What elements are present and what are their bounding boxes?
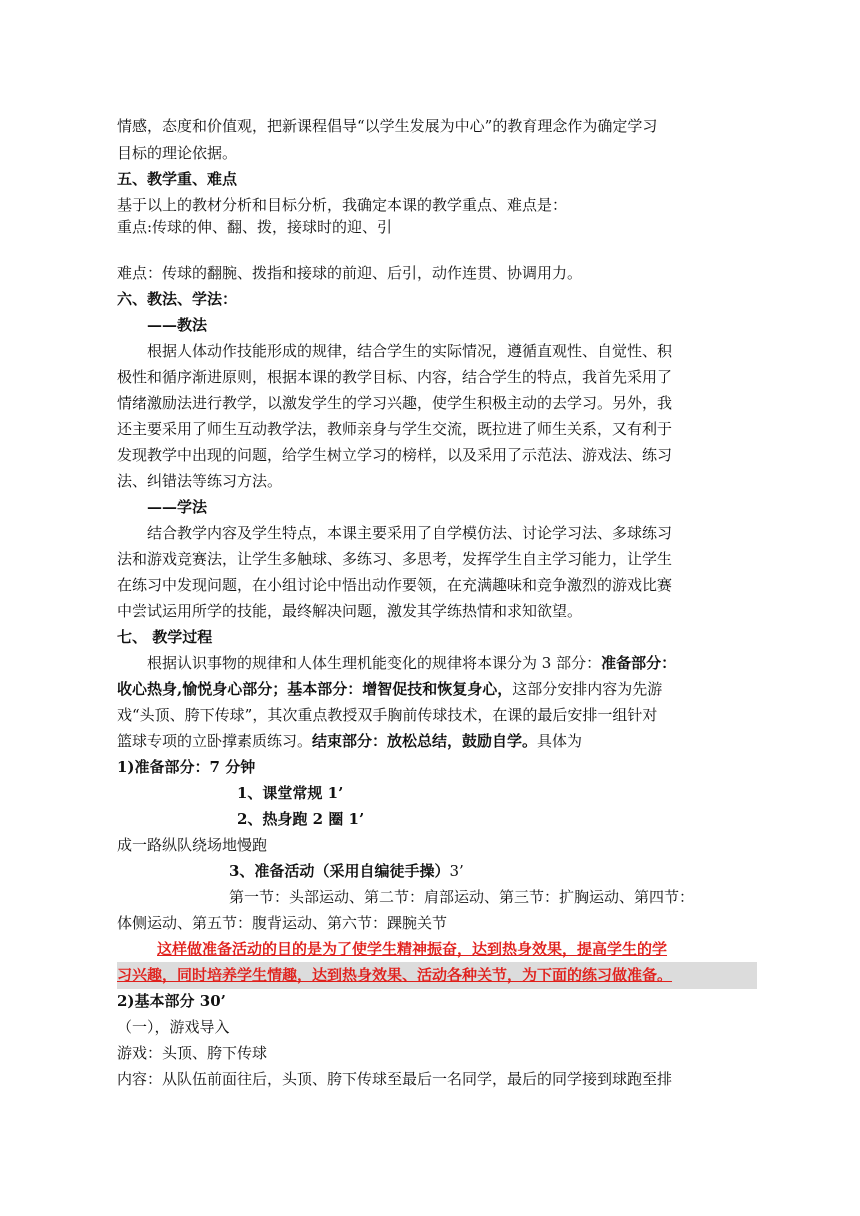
- game-name: 游戏：头顶、胯下传球: [117, 1044, 268, 1062]
- teaching-method-heading: ——教法: [147, 316, 208, 334]
- process-line-4-tail: 具体为: [537, 732, 583, 750]
- section-6-heading: 六、教法、学法：: [117, 290, 238, 308]
- teaching-method-line-3: 情绪激励法进行教学，以激发学生的学习兴趣，使学生积极主动的去学习。另外，我: [117, 394, 673, 412]
- intro-line-1: 情感，态度和价值观，把新课程倡导“以学生发展为中心”的教育理念作为确定学习: [117, 117, 658, 135]
- prep-part-label: 准备部分：: [601, 654, 677, 672]
- teaching-method-line-4: 还主要采用了师生互动教学法，教师亲身与学生交流，既拉进了师生关系，又有利于: [117, 420, 673, 438]
- prep-purpose-line-1: 这样做准备活动的目的是为了使学生精神振奋，达到热身效果，提高学生的学: [157, 940, 668, 958]
- teaching-method-line-6: 法、纠错法等练习方法。: [117, 472, 283, 490]
- section-5-intro: 基于以上的教材分析和目标分析，我确定本课的教学重点、难点是：: [117, 196, 568, 214]
- teaching-method-line-5: 发现教学中出现的问题，给学生树立学习的榜样，以及采用了示范法、游戏法、练习: [117, 446, 673, 464]
- process-line-2-bold: 收心热身,愉悦身心部分；基本部分：增智促技和恢复身心，: [117, 680, 513, 698]
- process-line-1: [117, 650, 757, 677]
- prep-item-2-desc: 成一路纵队绕场地慢跑: [117, 836, 268, 854]
- learning-method-line-4: 中尝试运用所学的技能，最终解决问题，激发其学练热情和求知欲望。: [117, 602, 583, 620]
- prep-item-3-time: 3’: [449, 862, 464, 880]
- prep-purpose-line-2: 习兴趣，同时培养学生情趣，达到热身效果、活动各种关节，为下面的练习做准备。: [117, 962, 757, 989]
- section-7-heading: 七、 教学过程: [117, 628, 213, 646]
- difficult-point: 难点：传球的翻腕、拨指和接球的前迎、后引，动作连贯、协调用力。: [117, 264, 583, 282]
- learning-method-line-2: 法和游戏竞赛法，让学生多触球、多练习、多思考，发挥学生自主学习能力，让学生: [117, 550, 673, 568]
- prep-item-3-desc-1: 第一节：头部运动、第二节：肩部运动、第三节：扩胸运动、第四节：: [229, 888, 695, 906]
- end-part-label: 结束部分：放松总结，鼓励自学。: [312, 732, 538, 750]
- prep-part-heading: 1)准备部分：7 分钟: [117, 758, 256, 776]
- process-line-2-text: 这部分安排内容为先游: [512, 680, 663, 698]
- prep-item-3-title: 3、准备活动（采用自编徒手操）: [229, 862, 450, 880]
- prep-item-2: 2、热身跑 2 圈 1’: [237, 810, 365, 828]
- prep-item-3: [229, 858, 729, 885]
- game-content: 内容：从队伍前面往后，头顶、胯下传球至最后一名同学，最后的同学接到球跑至排: [117, 1070, 673, 1088]
- prep-item-3-desc-2: 体侧运动、第五节：腹背运动、第六节：踝腕关节: [117, 914, 448, 932]
- basic-part-heading: 2)基本部分 30’: [117, 992, 226, 1010]
- learning-method-line-1: 结合教学内容及学生特点，本课主要采用了自学模仿法、讨论学习法、多球练习: [147, 524, 673, 542]
- teaching-method-line-2: 极性和循序渐进原则，根据本课的教学目标、内容，结合学生的特点，我首先采用了: [117, 368, 673, 386]
- prep-item-1: 1、课堂常规 1’: [237, 784, 344, 802]
- intro-line-2: 目标的理论依据。: [117, 144, 238, 162]
- process-line-4: [117, 728, 757, 755]
- teaching-method-line-1: 根据人体动作技能形成的规律，结合学生的实际情况，遵循直观性、自觉性、积: [147, 342, 673, 360]
- process-line-3: 戏“头顶、胯下传球”，其次重点教授双手胸前传球技术，在课的最后安排一组针对: [117, 706, 658, 724]
- learning-method-heading: ——学法: [147, 498, 208, 516]
- learning-method-line-3: 在练习中发现问题，在小组讨论中悟出动作要领，在充满趣味和竞争激烈的游戏比赛: [117, 576, 673, 594]
- process-line-1-text: 根据认识事物的规律和人体生理机能变化的规律将本课分为 3 部分：: [147, 654, 602, 672]
- key-point: 重点:传球的伸、翻、拨，接球时的迎、引: [117, 218, 393, 236]
- section-5-heading: 五、教学重、难点: [117, 170, 238, 188]
- process-line-4-text: 篮球专项的立卧撑素质练习。: [117, 732, 313, 750]
- process-line-2: [117, 676, 757, 703]
- game-intro-heading: （一），游戏导入: [117, 1018, 230, 1036]
